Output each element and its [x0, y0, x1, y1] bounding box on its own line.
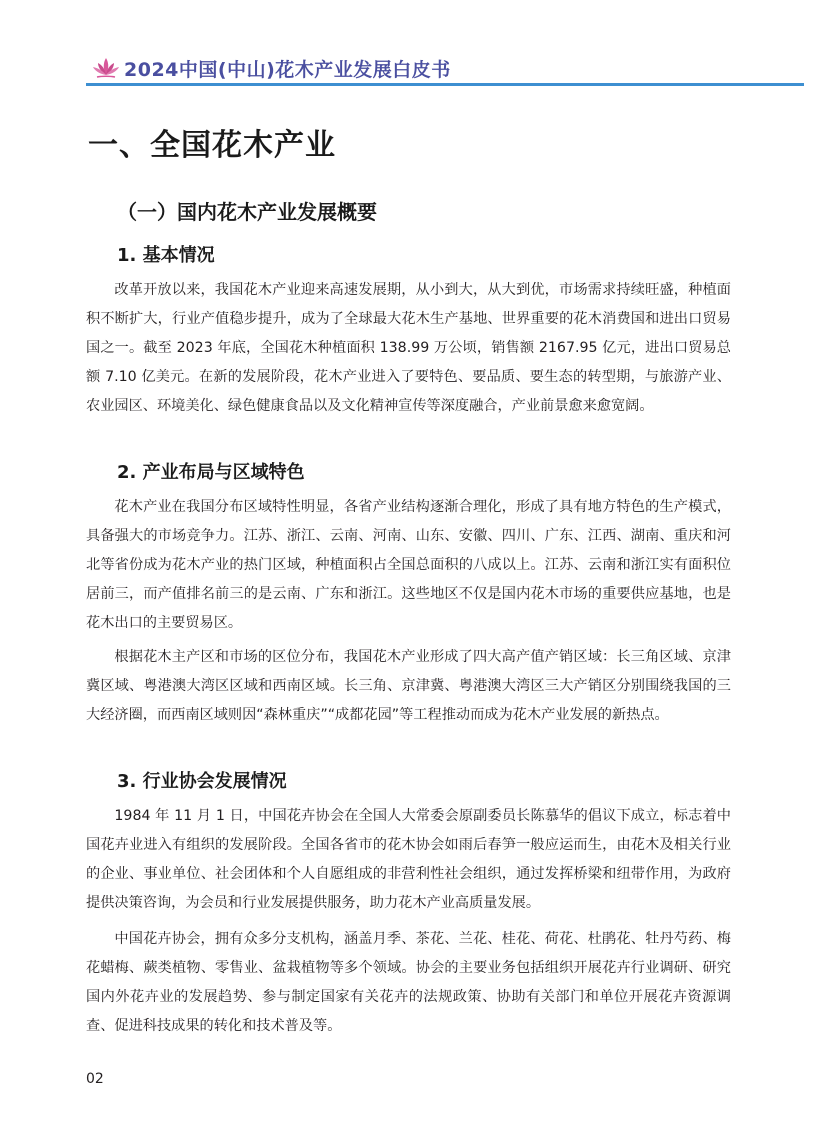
- paragraph: 1984 年 11 月 1 日，中国花卉协会在全国人大常委会原副委员长陈慕华的倡议下成立，标志着中国花卉业进入有组织的发展阶段。全国各省市的花木协会如雨后春笋一般应运而生，由花木及相关行业的企业、事业单位、社会团体和个人自愿组成的非营利性社会组织，通过发挥桥梁和纽带作用，为政府提供决策咨询，为会员和行业发展提供服务，助力花木产业高质量发展。: [86, 808, 731, 911]
- chapter-title: 一、全国花木产业: [88, 128, 336, 163]
- paragraph: 改革开放以来，我国花木产业迎来高速发展期，从小到大，从大到优，市场需求持续旺盛，种植面积不断扩大，行业产值稳步提升，成为了全球最大花木生产基地、世界重要的花木消费国和进出口贸易国之一。截至 2023 年底，全国花木种植面积 138.99 万公顷，销售额 2167.95 亿元，进出口贸易总额 7.10 亿美元。在新的发展阶段，花木产业进入了要特色、要品质、要生态的转型期，与旅游产业、农业园区、环境美化、绿色健康食品以及文化精神宣传等深度融合，产业前景愈来愈宽阔。: [86, 282, 731, 414]
- document-title: 2024中国(中山)花木产业发展白皮书: [124, 59, 451, 81]
- subsection-heading-3: 3. 行业协会发展情况: [117, 771, 287, 792]
- section-title: （一）国内花木产业发展概要: [117, 200, 377, 224]
- subsection-heading-2: 2. 产业布局与区域特色: [117, 462, 305, 483]
- header-divider: [86, 83, 804, 86]
- page-number: 02: [86, 1071, 104, 1087]
- paragraph: 花木产业在我国分布区域特性明显，各省产业结构逐渐合理化，形成了具有地方特色的生产模式，具备强大的市场竞争力。江苏、浙江、云南、河南、山东、安徽、四川、广东、江西、湖南、重庆和河北等省份成为花木产业的热门区域，种植面积占全国总面积的八成以上。江苏、云南和浙江实有面积位居前三，而产值排名前三的是云南、广东和浙江。这些地区不仅是国内花木市场的重要供应基地，也是花木出口的主要贸易区。: [86, 499, 731, 631]
- page-header: [86, 52, 804, 88]
- paragraph: 中国花卉协会，拥有众多分支机构，涵盖月季、茶花、兰花、桂花、荷花、杜鹃花、牡丹芍药、梅花蜡梅、蕨类植物、零售业、盆栽植物等多个领域。协会的主要业务包括组织开展花卉行业调研、研究国内外花卉业的发展趋势、参与制定国家有关花卉的法规政策、协助有关部门和单位开展花卉资源调查、促进科技成果的转化和技术普及等。: [86, 931, 731, 1034]
- subsection-heading-1: 1. 基本情况: [117, 245, 215, 266]
- lotus-icon: [92, 55, 120, 79]
- paragraph: 根据花木主产区和市场的区位分布，我国花木产业形成了四大高产值产销区域：长三角区域、京津冀区域、粤港澳大湾区区域和西南区域。长三角、京津冀、粤港澳大湾区三大产销区分别围绕我国的三大经济圈，而西南区域则因“森林重庆”“成都花园”等工程推动而成为花木产业发展的新热点。: [86, 649, 731, 723]
